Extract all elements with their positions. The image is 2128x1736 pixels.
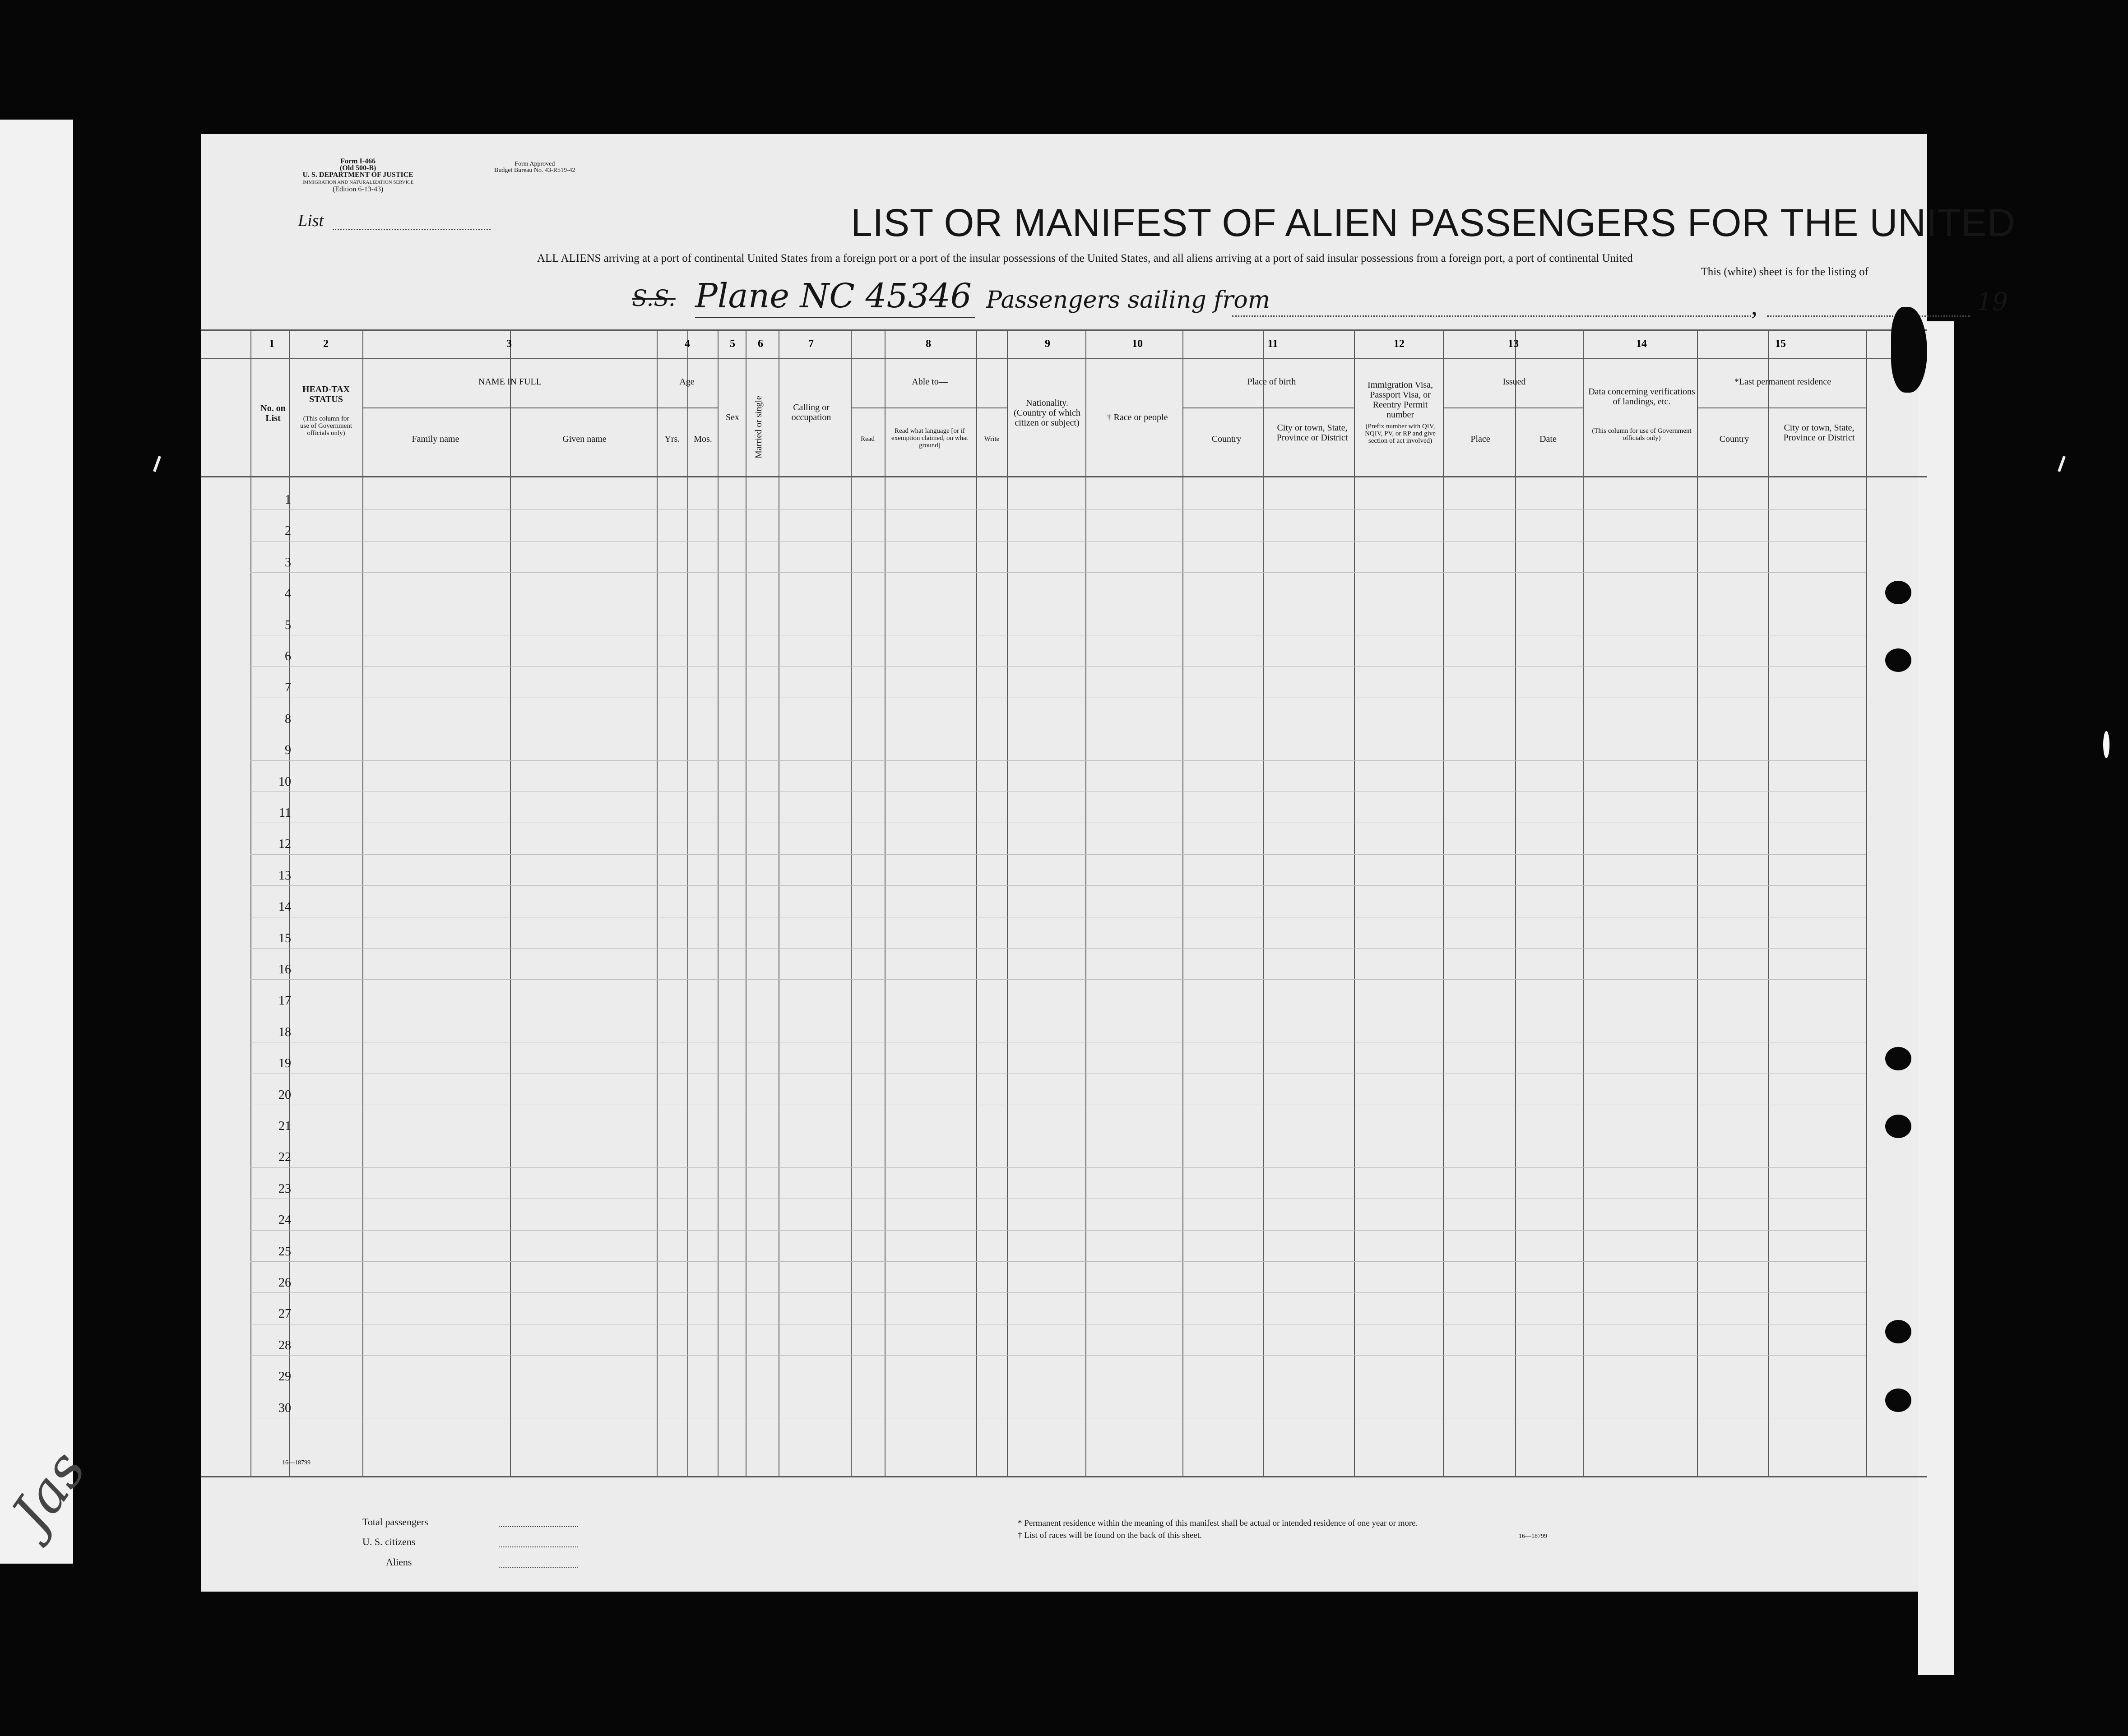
instructions-line-1: ALL ALIENS arriving at a port of continental United States from a foreign port or a port of the insular possessions of the United States, and all aliens arriving at a port of said insular possessions from a foreign port, a port of continental United xyxy=(537,252,1633,264)
header-write: Write xyxy=(984,435,1000,443)
header-nationality: Nationality. (Country of which citizen or subject) xyxy=(1014,398,1080,428)
row-number: 16 xyxy=(278,963,291,977)
row-number: 19 xyxy=(278,1056,291,1071)
column-divider xyxy=(657,330,658,1477)
row-number: 4 xyxy=(285,587,291,601)
instructions-line-2: This (white) sheet is for the listing of xyxy=(1701,266,1868,278)
column-divider xyxy=(1697,330,1698,1477)
header-last-residence: *Last permanent residence xyxy=(1734,377,1831,387)
row-number: 30 xyxy=(278,1401,291,1415)
row-number: 6 xyxy=(285,649,291,663)
column-divider xyxy=(718,330,719,1477)
row-number: 29 xyxy=(278,1370,291,1384)
column-divider xyxy=(687,330,688,1477)
column-divider xyxy=(1768,330,1769,1477)
punch-hole xyxy=(1885,1115,1911,1138)
row-number: 14 xyxy=(278,900,291,914)
residence-footnote: * Permanent residence within the meaning of this manifest shall be actual or intended residence of one year or more. xyxy=(1018,1518,1418,1528)
column-divider xyxy=(976,330,977,1477)
aliens-field[interactable] xyxy=(499,1567,578,1568)
total-passengers-field[interactable] xyxy=(499,1526,578,1527)
punch-hole xyxy=(1885,648,1911,672)
header-country: Country xyxy=(1211,434,1242,444)
margin-handwriting: Jas xyxy=(0,1440,98,1543)
header-visa: Immigration Visa, Passport Visa, or Reentry Permit number xyxy=(1367,380,1433,420)
column-divider xyxy=(362,330,363,1477)
footnote-id: 16—18799 xyxy=(1519,1533,1547,1540)
total-passengers-label: Total passengers xyxy=(362,1516,428,1528)
column-divider xyxy=(250,330,251,1477)
header-race: † Race or people xyxy=(1107,412,1168,422)
row-number: 1 xyxy=(285,493,291,507)
us-citizens-field[interactable] xyxy=(499,1546,578,1547)
row-number: 5 xyxy=(285,618,291,632)
aliens-label: Aliens xyxy=(386,1556,412,1568)
header-age: Age xyxy=(679,377,695,387)
manifest-sheet: Form I-466 (Old 500-B) U. S. DEPARTMENT OF JUSTICE IMMIGRATION AND NATURALIZATION SERVICE (Edition 6-13-43) Form Approved Budget Bureau No. 43-R519-42 List LIST OR MANIFEST OF ALIEN PASSENGERS FOR THE UNITED ALL ALIENS arriving at a port of continental United States from a foreign port or a port of the insular possessions of the United States, and all aliens arriving at a port of said insular possessions from a foreign port, a port of continental United This (white) sheet is for the listing of S.S. Plane NC 45346 Passengers sailing from , 19 1 2 3 4 5 6 7 8 9 10 11 12 13 14 15 No. on List HEAD-TAX STATUS (This column for use of Government officials only) NAME IN FULL Family name Given name Age Yrs. Mos. Sex Married or single Calling or occupation Able to— Read Read what language [or if exemption claimed, on what ground] Write Nationality. (Country of which citizen or subject) † Race or people Place of birth Country City or town, State, Province or District Immigration Visa, Passport Visa, or Reentry Permit number (Prefix number with QIV, NQIV, PV, or RP and give section of act involved) Issued Place Date Data concerning verifications of landings, etc. (This column for use of Government officials only) *Last permanent residence Country City or town, State, Province or District 1 2 3 4 5 6 7 8 9 10 11 12 13 14 15 16 17 18 19 20 21 22 23 24 25 26 27 28 29 30 16—18799 Total passengers U. S. citizens Aliens * Permanent residence within the meaning of this manifest shall be actual or intended residence of one year or more. † List of races will be found on the back of this sheet. 16—18799 xyxy=(201,134,1927,1592)
header-res-country: Country xyxy=(1719,434,1749,444)
header-issued: Issued xyxy=(1502,377,1526,387)
header-head-tax: HEAD-TAX STATUS xyxy=(302,384,350,404)
page-title: LIST OR MANIFEST OF ALIEN PASSENGERS FOR THE UNITED xyxy=(851,201,2016,245)
header-date: Date xyxy=(1539,434,1557,444)
header-married: Married or single xyxy=(754,396,764,459)
row-number: 20 xyxy=(278,1088,291,1102)
row-number: 18 xyxy=(278,1025,291,1039)
column-divider xyxy=(1583,330,1584,1477)
list-label: List xyxy=(298,211,324,230)
header-place-of-birth: Place of birth xyxy=(1247,377,1296,387)
column-divider xyxy=(1866,330,1867,1477)
ss-label: S.S. xyxy=(632,285,676,311)
row-number: 8 xyxy=(285,712,291,726)
punch-hole xyxy=(1885,581,1911,604)
vessel-name: Plane NC 45346 xyxy=(695,277,972,315)
column-divider xyxy=(1354,330,1355,1477)
row-number: 3 xyxy=(285,555,291,569)
punch-hole xyxy=(1885,1320,1911,1343)
header-given-name: Given name xyxy=(562,434,607,444)
race-footnote: † List of races will be found on the back of this sheet. xyxy=(1018,1531,1202,1540)
row-number: 23 xyxy=(278,1181,291,1196)
column-divider xyxy=(1443,330,1444,1477)
header-visa-note: (Prefix number with QIV, NQIV, PV, or RP and give section of act involved) xyxy=(1365,423,1436,444)
row-number: 26 xyxy=(278,1276,291,1290)
previous-page-edge xyxy=(0,120,98,1564)
row-number: 21 xyxy=(278,1119,291,1133)
row-number: 17 xyxy=(278,994,291,1008)
row-number: 11 xyxy=(279,806,291,820)
punch-hole xyxy=(1885,1389,1911,1412)
header-mos: Mos. xyxy=(694,434,712,444)
punch-hole xyxy=(1885,1047,1911,1070)
header-data-note: (This column for use of Government officials only) xyxy=(1592,427,1692,442)
form-identifier: Form I-466 (Old 500-B) U. S. DEPARTMENT OF JUSTICE IMMIGRATION AND NATURALIZATION SERVICE (Edition 6-13-43) xyxy=(302,157,414,193)
sailing-label: Passengers sailing from xyxy=(986,287,1270,314)
row-number: 27 xyxy=(278,1307,291,1321)
header-sex: Sex xyxy=(726,412,739,422)
column-divider xyxy=(851,330,852,1477)
header-read-language: Read what language [or if exemption claimed, on what ground] xyxy=(891,427,968,449)
year-prefix: 19 xyxy=(1977,287,2008,316)
row-number: 22 xyxy=(278,1150,291,1165)
list-field[interactable] xyxy=(333,229,491,230)
row-number: 28 xyxy=(278,1338,291,1352)
column-divider xyxy=(1182,330,1183,1477)
header-name-in-full: NAME IN FULL xyxy=(478,377,542,387)
header-calling: Calling or occupation xyxy=(791,403,831,422)
row-number: 2 xyxy=(285,524,291,538)
row-number: 10 xyxy=(278,774,291,789)
header-read: Read xyxy=(861,435,875,443)
row-number: 12 xyxy=(278,837,291,852)
column-divider xyxy=(885,330,886,1477)
header-family-name: Family name xyxy=(412,434,459,444)
row-number: 7 xyxy=(285,681,291,695)
row-number: 24 xyxy=(278,1213,291,1227)
header-no-on-list: No. on List xyxy=(260,403,286,423)
header-able-to: Able to— xyxy=(912,377,948,387)
row-number: 15 xyxy=(278,931,291,945)
sailing-from-field[interactable] xyxy=(1232,315,1751,317)
header-res-city: City or town, State, Province or District xyxy=(1783,423,1855,443)
row-number: 9 xyxy=(285,743,291,758)
row-number: 25 xyxy=(278,1244,291,1259)
print-stamp: 16—18799 xyxy=(282,1459,311,1466)
row-number: 13 xyxy=(278,868,291,883)
column-divider xyxy=(1007,330,1008,1477)
budget-approval: Form Approved Budget Bureau No. 43-R519-42 xyxy=(494,161,575,174)
header-yrs: Yrs. xyxy=(664,434,680,444)
column-divider xyxy=(510,330,511,1477)
us-citizens-label: U. S. citizens xyxy=(362,1536,416,1547)
column-divider xyxy=(1515,330,1516,1477)
header-data-landings: Data concerning verifications of landings, etc. xyxy=(1588,387,1695,407)
header-head-tax-note: (This column for use of Government officials only) xyxy=(300,415,352,437)
header-place: Place xyxy=(1470,434,1490,444)
column-divider xyxy=(1085,330,1086,1477)
column-divider xyxy=(1263,330,1264,1477)
header-city-state: City or town, State, Province or District xyxy=(1276,423,1348,443)
sailing-date-field[interactable] xyxy=(1767,315,1970,317)
